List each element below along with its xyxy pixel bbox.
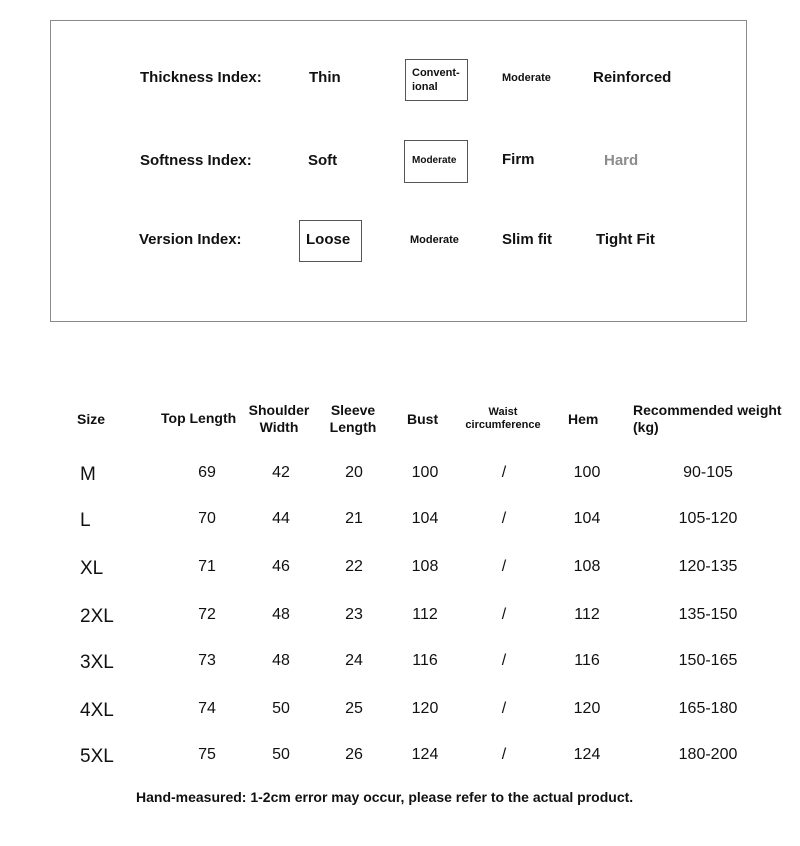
thickness-option-moderate: Moderate (502, 72, 551, 84)
cell-size: 5XL (80, 746, 114, 767)
cell-top-length: 70 (198, 510, 216, 527)
cell-size: XL (80, 558, 104, 579)
softness-option-moderate: Moderate (412, 155, 457, 166)
cell-bust: 108 (411, 558, 439, 575)
cell-recommended-weight: 165-180 (678, 700, 738, 717)
header-hem: Hem (568, 411, 599, 427)
cell-waist: / (501, 464, 507, 481)
softness-option-soft: Soft (308, 152, 338, 169)
version-option-loose: Loose (306, 231, 351, 248)
header-shoulder-line-1: Shoulder (248, 402, 310, 418)
cell-sleeve-length: 24 (345, 652, 363, 669)
thickness-option-reinforced: Reinforced (593, 69, 672, 86)
header-bust: Bust (407, 411, 439, 427)
header-waist (465, 406, 541, 432)
cell-waist: / (501, 700, 507, 717)
cell-shoulder-width: 48 (272, 606, 290, 623)
version-option-tight-fit: Tight Fit (596, 231, 655, 248)
cell-size: M (80, 464, 96, 485)
cell-shoulder-width: 48 (272, 652, 290, 669)
cell-shoulder-width: 44 (272, 510, 290, 527)
cell-top-length: 72 (198, 606, 216, 623)
fabric-index-panel (50, 20, 747, 322)
cell-top-length: 75 (198, 746, 216, 763)
thickness-index-label: Thickness Index: (140, 69, 262, 86)
cell-recommended-weight: 135-150 (678, 606, 738, 623)
cell-waist: / (501, 606, 507, 623)
cell-sleeve-length: 20 (345, 464, 363, 481)
header-weight-line-2: (kg) (633, 419, 659, 435)
header-sleeve-line-2: Length (329, 419, 377, 435)
conventional-line-2: ional (412, 81, 438, 93)
cell-waist: / (501, 652, 507, 669)
cell-size: L (80, 510, 91, 531)
thickness-option-conventional (412, 66, 460, 94)
header-sleeve-line-1: Sleeve (330, 402, 376, 418)
cell-hem: 100 (573, 464, 601, 481)
cell-hem: 108 (573, 558, 601, 575)
softness-index-label: Softness Index: (140, 152, 252, 169)
cell-bust: 112 (412, 606, 438, 623)
cell-sleeve-length: 21 (345, 510, 363, 527)
cell-shoulder-width: 46 (272, 558, 290, 575)
cell-bust: 120 (411, 700, 439, 717)
cell-waist: / (501, 558, 507, 575)
cell-bust: 124 (411, 746, 439, 763)
cell-shoulder-width: 50 (272, 700, 290, 717)
cell-recommended-weight: 120-135 (678, 558, 738, 575)
cell-hem: 124 (573, 746, 601, 763)
cell-bust: 104 (411, 510, 439, 527)
header-size: Size (77, 411, 106, 427)
softness-option-hard: Hard (604, 152, 639, 169)
cell-recommended-weight: 150-165 (678, 652, 738, 669)
measurement-note: Hand-measured: 1-2cm error may occur, please refer to the actual product. (136, 789, 634, 805)
version-option-moderate: Moderate (410, 234, 459, 246)
cell-hem: 116 (574, 652, 600, 669)
header-weight-line-1: Recommended weight (633, 402, 782, 418)
cell-shoulder-width: 50 (272, 746, 290, 763)
header-waist-line-1: Waist (488, 406, 518, 418)
cell-top-length: 71 (198, 558, 216, 575)
thickness-option-thin: Thin (309, 69, 341, 86)
header-waist-line-2: circumference (465, 419, 541, 431)
cell-shoulder-width: 42 (272, 464, 290, 481)
softness-option-firm: Firm (502, 151, 535, 168)
cell-hem: 120 (573, 700, 601, 717)
header-sleeve-length (325, 402, 381, 436)
cell-size: 4XL (80, 700, 114, 721)
cell-top-length: 73 (198, 652, 216, 669)
cell-sleeve-length: 23 (345, 606, 363, 623)
version-option-slim-fit: Slim fit (502, 231, 553, 248)
cell-bust: 116 (412, 652, 438, 669)
version-index-label: Version Index: (139, 231, 242, 248)
cell-size: 3XL (80, 652, 114, 673)
cell-top-length: 74 (198, 700, 216, 717)
cell-size: 2XL (80, 606, 114, 627)
cell-hem: 112 (574, 606, 600, 623)
cell-waist: / (501, 746, 507, 763)
header-shoulder-line-2: Width (259, 419, 299, 435)
cell-sleeve-length: 22 (345, 558, 363, 575)
cell-recommended-weight: 90-105 (683, 464, 733, 481)
cell-top-length: 69 (198, 464, 216, 481)
cell-waist: / (501, 510, 507, 527)
header-recommended-weight (633, 402, 782, 436)
cell-hem: 104 (573, 510, 601, 527)
cell-bust: 100 (411, 464, 439, 481)
cell-sleeve-length: 26 (345, 746, 363, 763)
cell-recommended-weight: 105-120 (678, 510, 738, 527)
conventional-line-1: Convent- (412, 67, 460, 79)
cell-sleeve-length: 25 (345, 700, 363, 717)
cell-recommended-weight: 180-200 (678, 746, 738, 763)
header-top-length: Top Length (161, 410, 237, 426)
header-shoulder-width (247, 402, 311, 436)
